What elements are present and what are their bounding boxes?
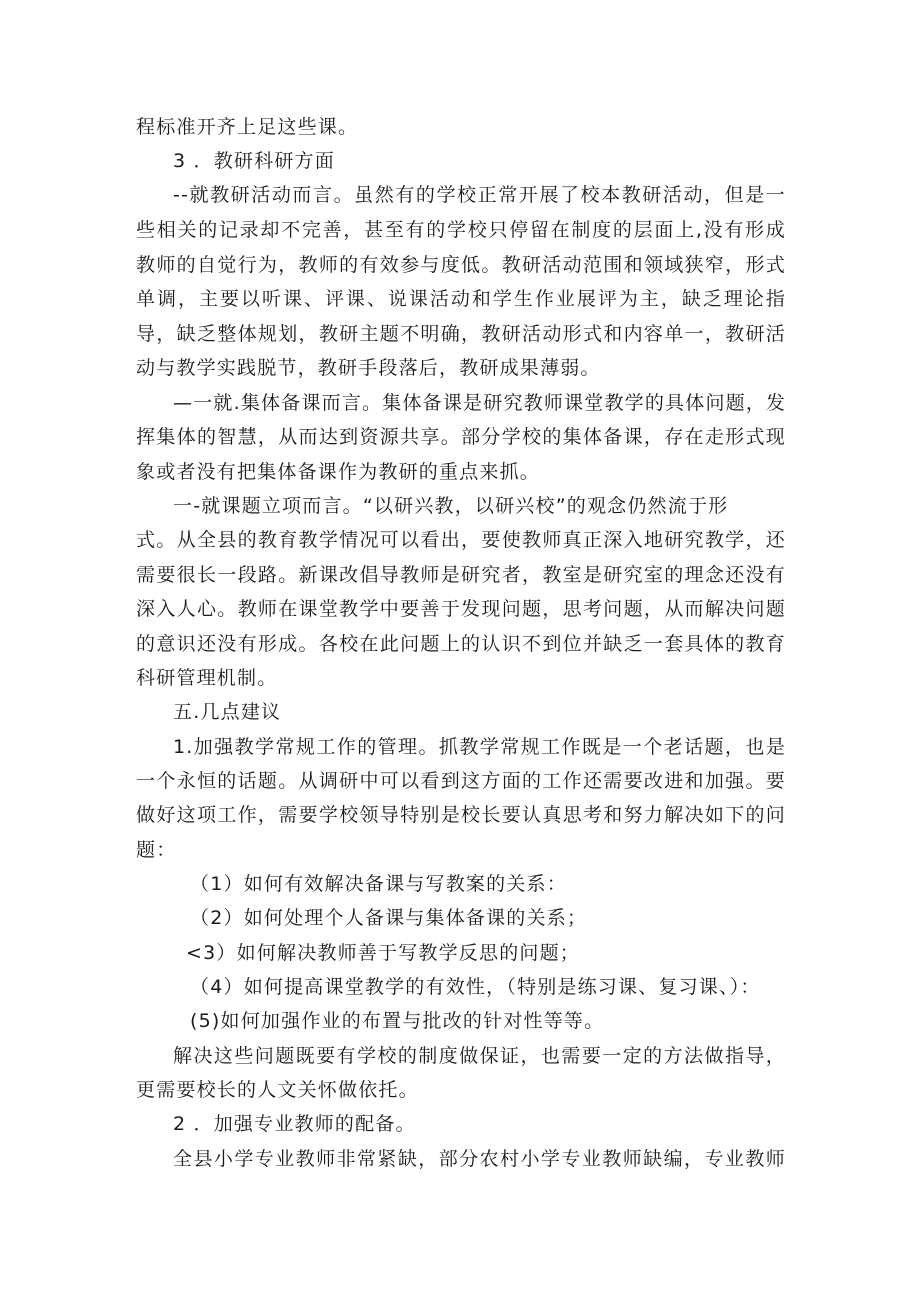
text-line: 程标准开齐上足这些课。 bbox=[136, 116, 359, 138]
text-line: 式。从全县的教育教学情况可以看出，要使教师真正深入地研究教学，还 bbox=[136, 529, 786, 551]
list-item: (5)如何加强作业的布置与批改的针对性等等。 bbox=[190, 1010, 605, 1032]
text-line: 些相关的记录却不完善，甚至有的学校只停留在制度的层面上,没有形成 bbox=[136, 219, 786, 241]
text-line: 做好这项工作，需要学校领导特别是校长要认真思考和努力解决如下的问 bbox=[136, 804, 786, 826]
text-line: 单调，主要以听课、评课、说课活动和学生作业展评为主，缺乏理论指 bbox=[136, 288, 786, 310]
text-line: 深入人心。教师在课堂教学中要善于发现问题，思考问题，从而解决问题 bbox=[136, 598, 786, 620]
list-item: <3）如何解决教师善于写教学反思的问题； bbox=[186, 942, 581, 964]
text-line: 更需要校长的人文关怀做依托。 bbox=[136, 1079, 419, 1101]
text-line: 科研管理机制。 bbox=[136, 667, 278, 689]
text-line: 象或者没有把集体备课作为教研的重点来抓。 bbox=[136, 461, 541, 483]
section-heading: 2 ．加强专业教师的配备。 bbox=[173, 1113, 416, 1135]
section-heading: 3 ．教研科研方面 bbox=[173, 150, 335, 172]
text-line: —一就.集体备课而言。集体备课是研究教师课堂教学的具体问题，发 bbox=[173, 392, 787, 414]
text-line: 全县小学专业教师非常紧缺，部分农村小学专业教师缺编，专业教师 bbox=[173, 1148, 786, 1170]
text-line: 一-就课题立项而言。“以研兴教，以研兴校”的观念仍然流于形 bbox=[173, 495, 729, 517]
text-line: 导，缺乏整体规划，教研主题不明确，教研活动形式和内容单一，教研活 bbox=[136, 323, 786, 345]
list-item: （2）如何处理个人备课与集体备课的关系； bbox=[190, 907, 588, 929]
section-heading: 五.几点建议 bbox=[173, 701, 282, 723]
text-line: 挥集体的智慧，从而达到资源共享。部分学校的集体备课，存在走形式现 bbox=[136, 426, 786, 448]
list-item: （1）如何有效解决备课与写教案的关系： bbox=[190, 873, 567, 895]
text-line: 的意识还没有形成。各校在此问题上的认识不到位并缺乏一套具体的教育 bbox=[136, 633, 786, 655]
text-line: --就教研活动而言。虽然有的学校正常开展了校本教研活动，但是一 bbox=[173, 184, 786, 206]
text-line: 动与教学实践脱节，教研手段落后，教研成果薄弱。 bbox=[136, 357, 601, 379]
text-line: 解决这些问题既要有学校的制度做保证，也需要一定的方法做指导， bbox=[173, 1045, 786, 1067]
list-item: （4）如何提高课堂教学的有效性，（特别是练习课、复习课、）： bbox=[190, 976, 761, 998]
text-line: 一个永恒的话题。从调研中可以看到这方面的工作还需要改进和加强。要 bbox=[136, 770, 786, 792]
text-line: 题： bbox=[136, 839, 177, 861]
text-line: 教师的自觉行为，教师的有效参与度低。教研活动范围和领域狭窄，形式 bbox=[136, 254, 786, 276]
text-line: 1.加强教学常规工作的管理。抓教学常规工作既是一个老话题，也是 bbox=[173, 736, 786, 758]
text-line: 需要很长一段路。新课改倡导教师是研究者，教室是研究室的理念还没有 bbox=[136, 564, 786, 586]
